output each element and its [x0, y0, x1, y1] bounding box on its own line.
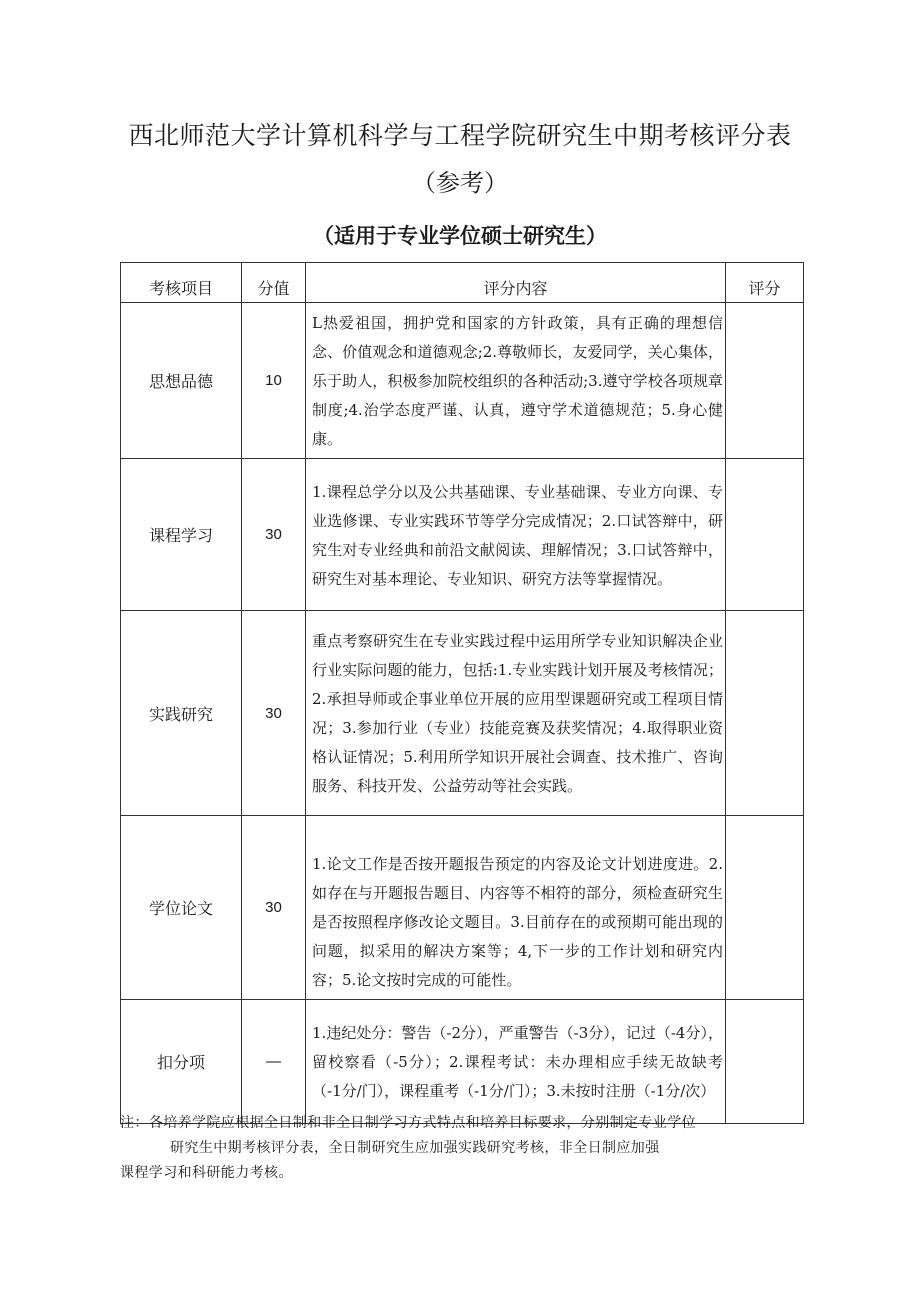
grade-cell[interactable]	[726, 303, 804, 459]
table-row	[121, 459, 804, 611]
grade-cell[interactable]	[726, 1000, 804, 1124]
footnote-line-3: 课程学习和科研能力考核。	[120, 1165, 293, 1181]
item-cell: 扣分项	[121, 1000, 242, 1124]
table-row	[121, 816, 804, 1000]
page-subtitle: （参考）	[412, 169, 508, 197]
table-row	[121, 1000, 804, 1124]
score-cell: —	[242, 1000, 306, 1124]
grade-cell[interactable]	[726, 816, 804, 1000]
item-cell: 课程学习	[121, 459, 242, 611]
score-table	[120, 262, 804, 1124]
content-cell: L热爱祖国，拥护党和国家的方针政策，具有正确的理想信念、价值观念和道德观念;2.尊敬师长，友爱同学，关心集体，乐于助人，积极参加院校组织的各种活动;3.遵守学校各项规章制度;4.治学态度严谨、认真，遵守学术道德规范；5.身心健康。	[306, 303, 726, 459]
content-cell: 1.论文工作是否按开题报告预定的内容及论文计划进度进。2.如存在与开题报告题目、内容等不相符的部分，须检查研究生是否按照程序修改论文题目。3.目前存在的或预期可能出现的问题，拟采用的解决方案等；4,下一步的工作计划和研究内容；5.论文按时完成的可能性。	[306, 816, 726, 1000]
footnote-line-2: 研究生中期考核评分表，全日制研究生应加强实践研究考核，非全日制应加强	[170, 1140, 660, 1156]
content-cell: 1.课程总学分以及公共基础课、专业基础课、专业方向课、专业选修课、专业实践环节等学分完成情况；2.口试答辩中，研究生对专业经典和前沿文献阅读、理解情况；3.口试答辩中，研究生对基本理论、专业知识、研究方法等掌握情况。	[306, 459, 726, 611]
score-cell: 30	[242, 816, 306, 1000]
header-content: 评分内容	[306, 263, 726, 303]
footnote-line-1: 注：各培养学院应根据全日制和非全日制学习方式特点和培养目标要求，分别制定专业学位	[120, 1115, 696, 1131]
table-header-row	[121, 263, 804, 303]
item-cell: 思想品德	[121, 303, 242, 459]
score-cell: 30	[242, 611, 306, 816]
score-cell: 30	[242, 459, 306, 611]
item-cell: 实践研究	[121, 611, 242, 816]
content-cell: 重点考察研究生在专业实践过程中运用所学专业知识解决企业行业实际问题的能力，包括:1.专业实践计划开展及考核情况；2.承担导师或企事业单位开展的应用型课题研究或工程项目情况；3.参加行业（专业）技能竞赛及获奖情况；4.取得职业资格认证情况；5.利用所学知识开展社会调查、技术推广、咨询服务、科技开发、公益劳动等社会实践。	[306, 611, 726, 816]
applicable-note: （适用于专业学位硕士研究生）	[313, 224, 607, 248]
grade-cell[interactable]	[726, 611, 804, 816]
table-row	[121, 303, 804, 459]
table-row	[121, 611, 804, 816]
header-score: 分值	[242, 263, 306, 303]
grade-cell[interactable]	[726, 459, 804, 611]
header-item: 考核项目	[121, 263, 242, 303]
score-cell: 10	[242, 303, 306, 459]
footnote	[120, 1111, 810, 1186]
item-cell: 学位论文	[121, 816, 242, 1000]
content-cell: 1.违纪处分：警告（-2分），严重警告（-3分），记过（-4分），留校察看（-5分）；2.课程考试：未办理相应手续无故缺考（-1分/门），课程重考（-1分/门）；3.未按时注册（-1分/次）	[306, 1000, 726, 1124]
page-title: 西北师范大学计算机科学与工程学院研究生中期考核评分表	[128, 121, 792, 150]
header-grade: 评分	[726, 263, 804, 303]
